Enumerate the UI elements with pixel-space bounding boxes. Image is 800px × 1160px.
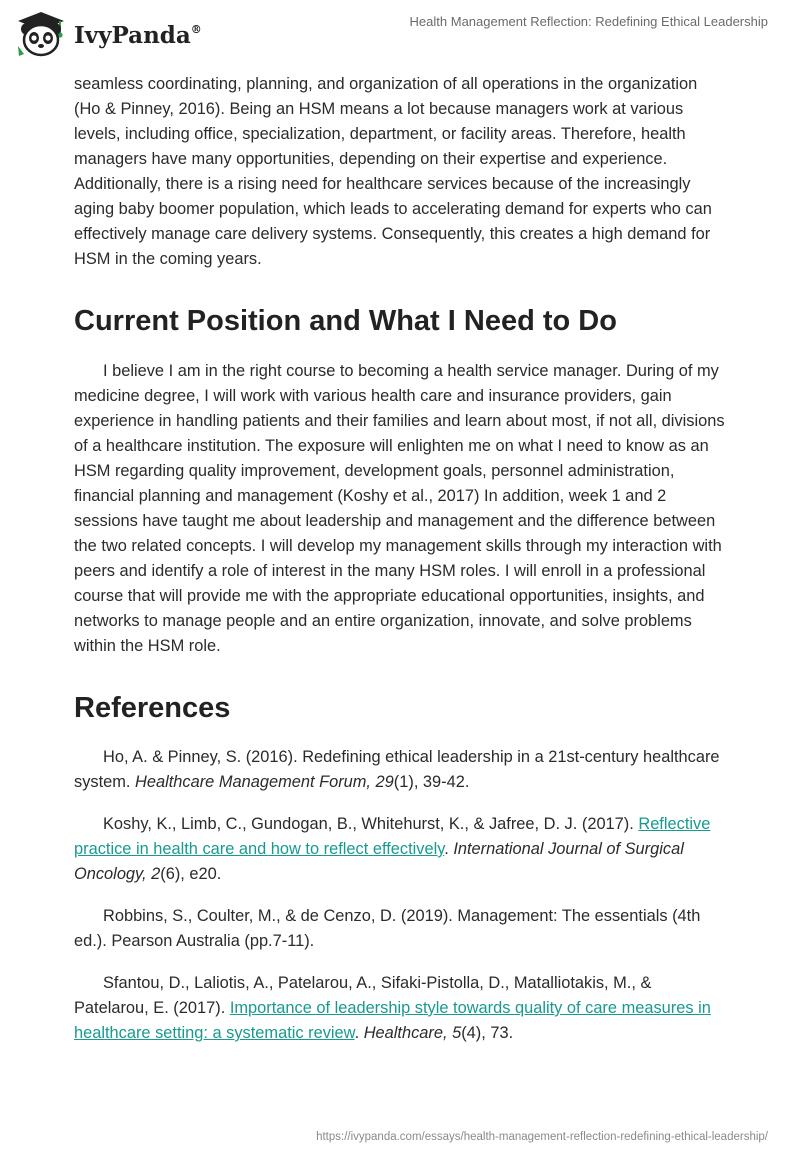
current-position-paragraph: I believe I am in the right course to becoming a health service manager. During of my medicine degree, I will work with various health care and insurance providers, gain experience in handling patients and their families and learn about most, if not all, divisions of a healthcare institution. The exposure will enlighten me on what I need to know as an HSM regarding quality improvement, development goals, personnel administration, financial planning and management (Koshy et al., 2017) In addition, week 1 and 2 sessions have taught me about leadership and management and the difference between the two related concepts. I will develop my management skills through my interaction with peers and identify a role of interest in the many HSM roles. I will enroll in a professional course that will provide me with the appropriate educational opportunities, insights, and networks to manage people and an entire organization, innovate, and solve problems within the HSM role. xyxy=(74,362,725,655)
brand-name: IvyPanda® xyxy=(74,21,202,49)
footer-source-url: https://ivypanda.com/essays/health-management-reflection-redefining-ethical-leadership/ xyxy=(316,1131,768,1143)
page-header xyxy=(0,0,800,66)
document-title: Health Management Reflection: Redefining Ethical Leadership xyxy=(409,14,768,29)
section-heading-current-position: Current Position and What I Need to Do xyxy=(74,305,617,337)
ivypanda-logo[interactable] xyxy=(14,10,202,58)
panda-graduate-icon xyxy=(14,10,68,58)
references-heading: References xyxy=(74,692,231,724)
reference-item: Robbins, S., Coulter, M., & de Cenzo, D. (2019). Management: The essentials (4th ed.). Pearson Australia (pp.7-11). xyxy=(74,907,701,950)
intro-paragraph: seamless coordinating, planning, and organization of all operations in the organization (Ho & Pinney, 2016). Being an HSM means a lot because managers work at various levels, including office, specialization, department, or facility areas. Therefore, health managers have many opportunities, depending on their expertise and experience. Additionally, there is a rising need for healthcare services because of the increasingly aging baby boomer population, which leads to accelerating demand for experts who can effectively manage care delivery systems. Consequently, this creates a high demand for HSM in the coming years. xyxy=(74,75,712,268)
reference-item: Koshy, K., Limb, C., Gundogan, B., Whitehurst, K., & Jafree, D. J. (2017). Reflective practice in health care and how to reflect effectively. International Journal of Surgical Oncology, 2(6), e20. xyxy=(74,815,711,883)
reference-link-leadership-style[interactable]: Importance of leadership style towards quality of care measures in healthcare setting: a systematic review xyxy=(74,999,711,1042)
reference-item: Ho, A. & Pinney, S. (2016). Redefining ethical leadership in a 21st-century healthcare system. Healthcare Management Forum, 29(1), 39-42. xyxy=(74,748,720,791)
reference-item: Sfantou, D., Laliotis, A., Patelarou, A., Sifaki-Pistolla, D., Matalliotakis, M., & Patelarou, E. (2017). Importance of leadership style towards quality of care measures in healthcare setting: a systematic review. Healthcare, 5(4), 73. xyxy=(74,974,711,1042)
essay-content xyxy=(74,72,726,1063)
reference-link-reflective-practice[interactable]: Reflective practice in health care and how to reflect effectively xyxy=(74,815,711,858)
